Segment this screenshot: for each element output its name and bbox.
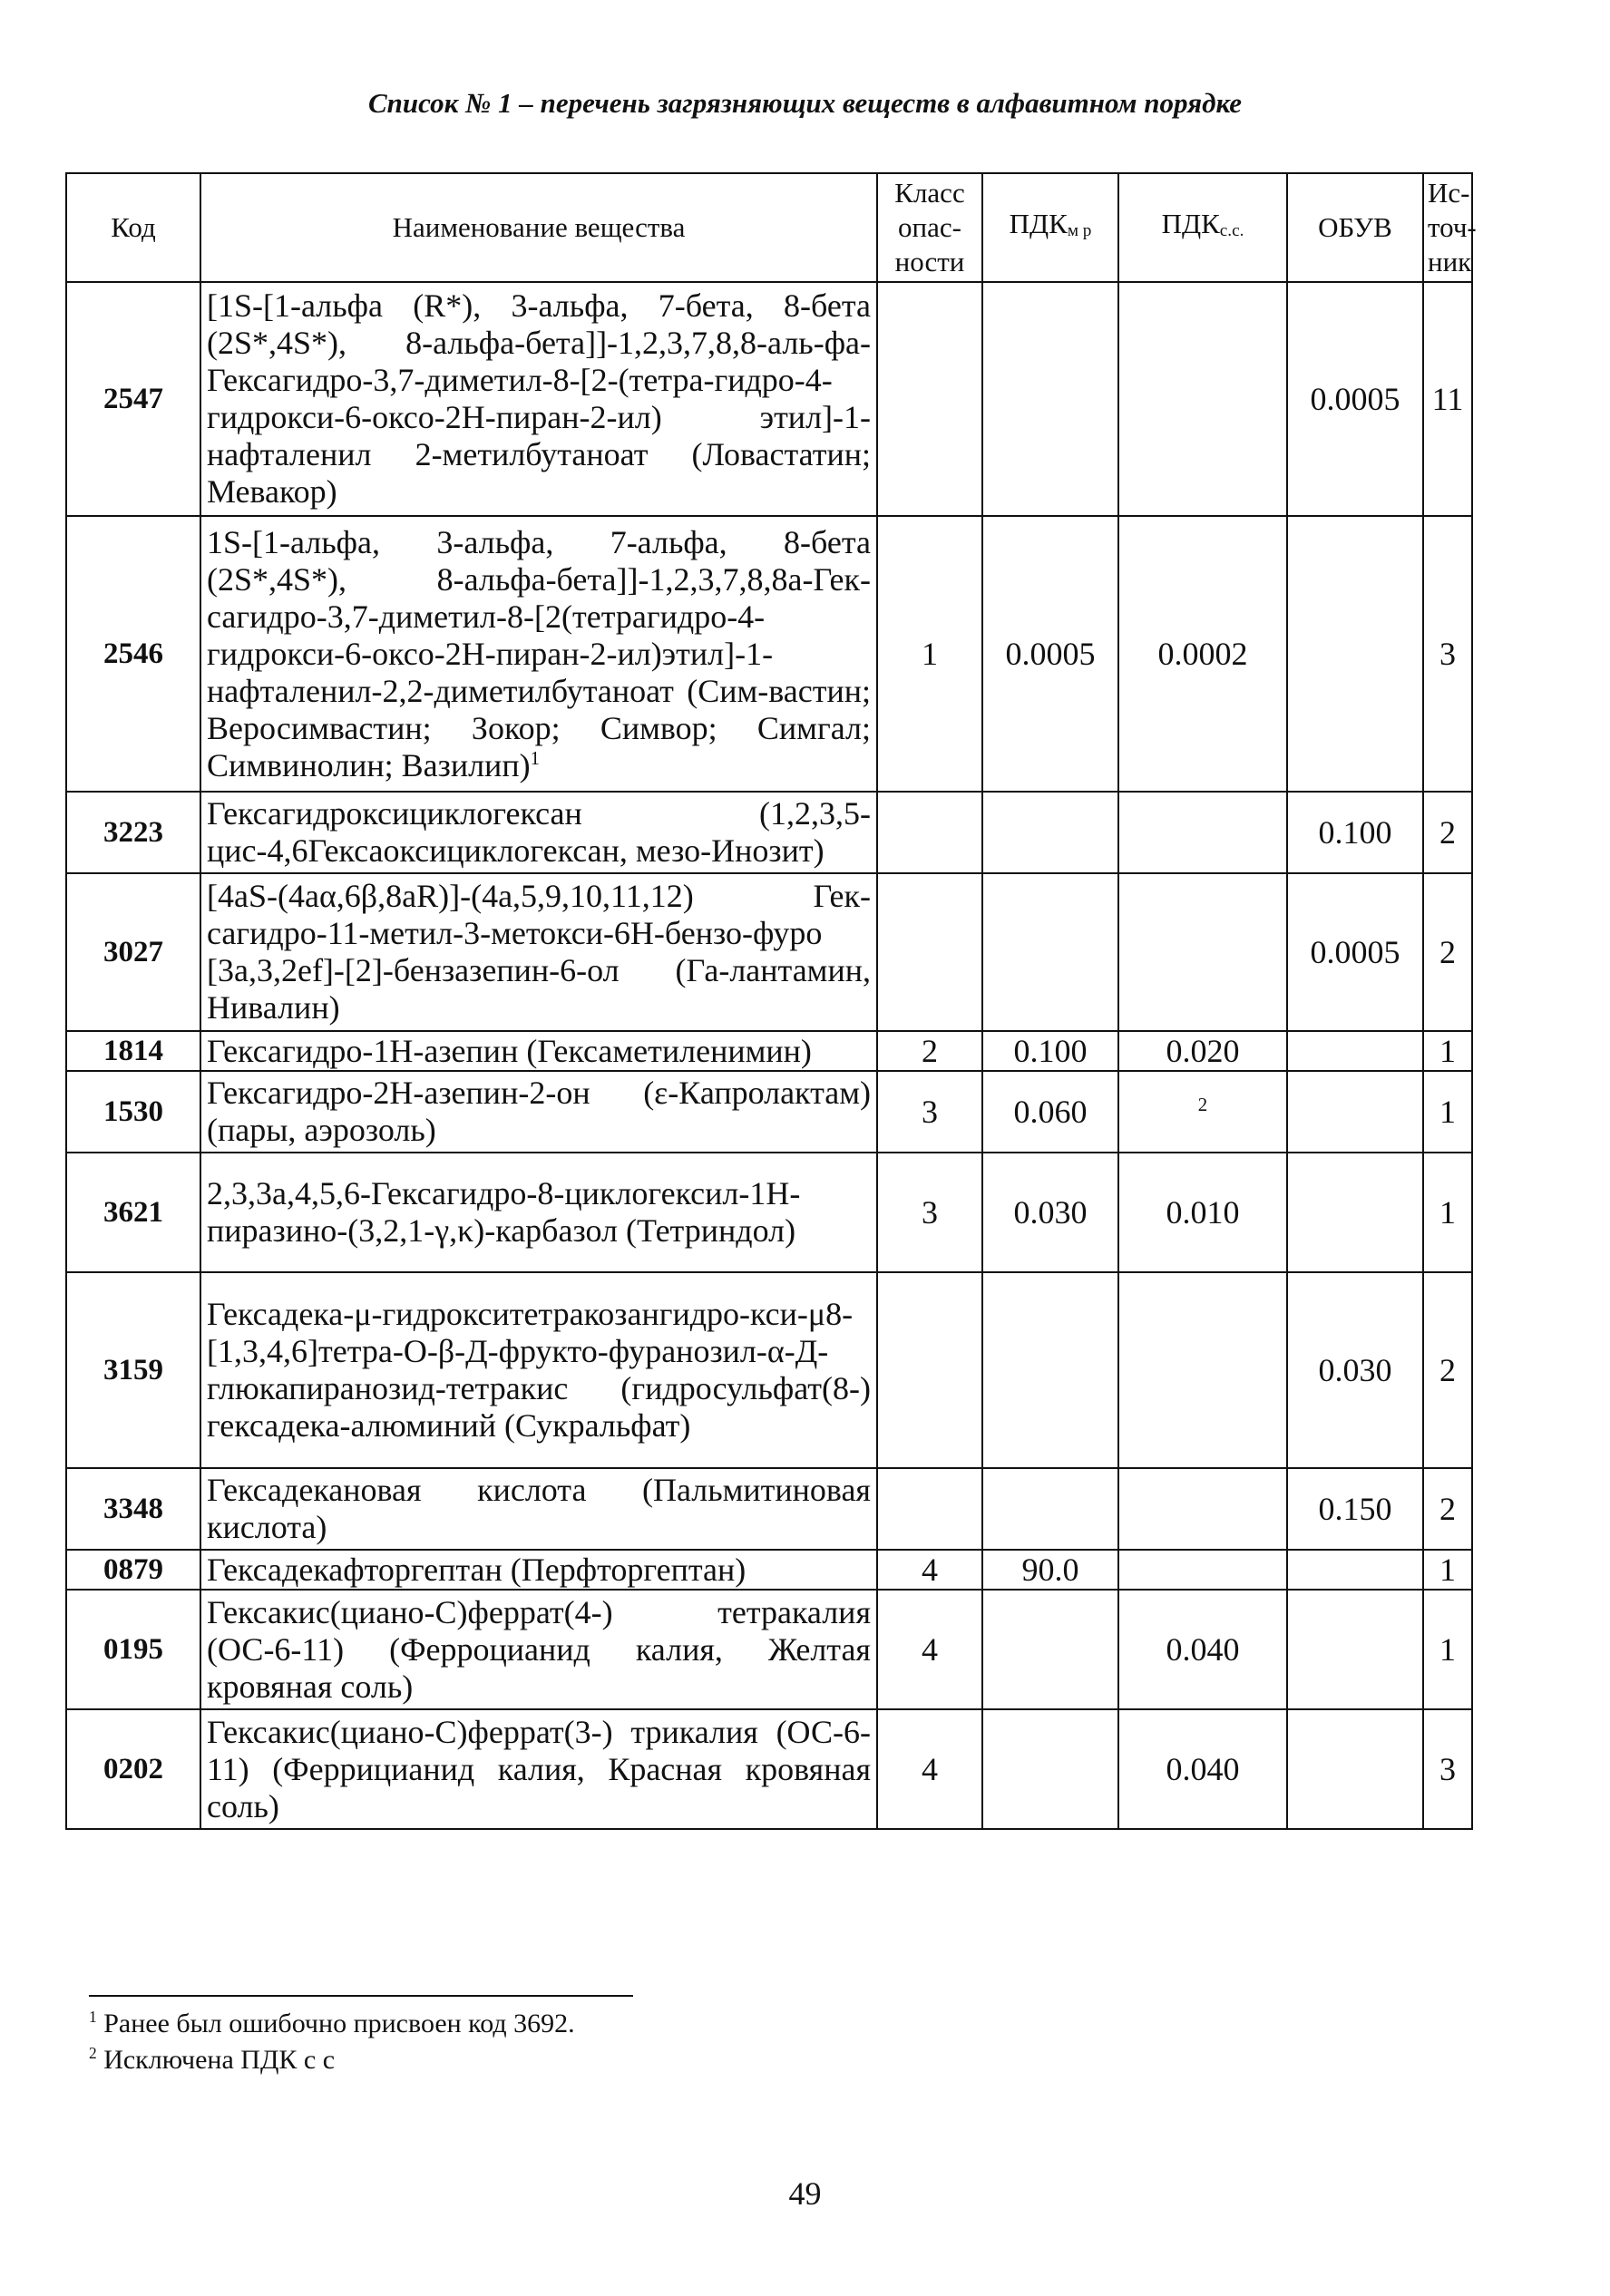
pdk-mr-value: 0.060: [982, 1071, 1118, 1153]
footnote-item: [89, 2006, 575, 2042]
hazard-class: 3: [877, 1153, 982, 1272]
substance-code: 2546: [66, 516, 200, 792]
source-value: 1: [1423, 1071, 1472, 1153]
hazard-class: 4: [877, 1590, 982, 1709]
col-header-name: Наименование вещества: [200, 173, 877, 282]
source-value: 1: [1423, 1550, 1472, 1590]
source-value: 2: [1423, 873, 1472, 1031]
table-row: [66, 1272, 1472, 1468]
footnotes: [89, 2006, 575, 2078]
pdk-ss-value: [1118, 792, 1287, 873]
obuv-value: 0.100: [1287, 792, 1423, 873]
pdk-ss-value: [1118, 873, 1287, 1031]
obuv-value: [1287, 1153, 1423, 1272]
pdk-ss-value: [1118, 1550, 1287, 1590]
substance-code: 3348: [66, 1468, 200, 1550]
table-row: [66, 1468, 1472, 1550]
substance-name: Гексакис(циано-С)феррат(3-) трикалия (ОС-6-11) (Феррицианид калия, Красная кровяная соль): [200, 1709, 877, 1829]
source-value: 2: [1423, 1272, 1472, 1468]
pdk-mr-value: [982, 873, 1118, 1031]
substance-code: 0879: [66, 1550, 200, 1590]
pdk-mr-value: [982, 1709, 1118, 1829]
substance-name: Гексадека-μ-гидрокситетракозангидро-кси-μ8-[1,3,4,6]тетра-О-β-Д-фрукто-фуранозил-α-Д-глюкапиранозид-тетракис (гидросульфат(8-) гексадека-алюминий (Сукральфат): [200, 1272, 877, 1468]
hazard-class: [877, 873, 982, 1031]
col-header-code: Код: [66, 173, 200, 282]
page-title: Список № 1 – перечень загрязняющих веществ в алфавитном порядке: [367, 87, 1243, 119]
pdk-ss-value: [1118, 1071, 1287, 1153]
hazard-class: [877, 1468, 982, 1550]
footnote-text: Исключена ПДК с с: [103, 2045, 336, 2075]
pdk-mr-value: 0.030: [982, 1153, 1118, 1272]
substance-code: 3027: [66, 873, 200, 1031]
footnote-mark: 1: [89, 2008, 97, 2026]
source-value: 3: [1423, 1709, 1472, 1829]
table-row: [66, 282, 1472, 516]
substance-name: Гексагидро-1Н-азепин (Гексаметиленимин): [200, 1031, 877, 1071]
obuv-value: [1287, 1590, 1423, 1709]
substance-name: [1S-[1-альфа (R*), 3-альфа, 7-бета, 8-бета (2S*,4S*), 8-альфа-бета]]-1,2,3,7,8,8-аль-фа-Гексагидро-3,7-диметил-8-[2-(тетра-гидро-4-гидрокси-6-оксо-2Н-пиран-2-ил) этил]-1-нафталенил 2-метилбутаноат (Ловастатин; Мевакор): [200, 282, 877, 516]
page-number: 49: [788, 2175, 822, 2212]
substance-name: Гексадекафторгептан (Перфторгептан): [200, 1550, 877, 1590]
obuv-value: [1287, 516, 1423, 792]
substance-name: [4aS-(4aα,6β,8aR)]-(4a,5,9,10,11,12) Гек-сагидро-11-метил-3-метокси-6Н-бензо-фуро [3a,3,2ef]-[2]-бензазепин-6-ол (Га-лантамин, Нивалин): [200, 873, 877, 1031]
footnote-mark: 2: [89, 2044, 97, 2062]
pdk-ss-value: 0.0002: [1118, 516, 1287, 792]
col-header-source: Ис-точ-ник: [1423, 173, 1472, 282]
obuv-value: [1287, 1550, 1423, 1590]
table-row: [66, 516, 1472, 792]
obuv-value: [1287, 1031, 1423, 1071]
table-row: [66, 1590, 1472, 1709]
source-value: 1: [1423, 1153, 1472, 1272]
pdk-mr-value: [982, 1590, 1118, 1709]
hazard-class: 4: [877, 1550, 982, 1590]
hazard-class: 3: [877, 1071, 982, 1153]
obuv-value: 0.030: [1287, 1272, 1423, 1468]
obuv-value: [1287, 1071, 1423, 1153]
col-header-pdk-mr: ПДКм р: [982, 173, 1118, 282]
obuv-value: 0.0005: [1287, 873, 1423, 1031]
hazard-class: 1: [877, 516, 982, 792]
table-row: [66, 873, 1472, 1031]
substance-code: 2547: [66, 282, 200, 516]
hazard-class: 2: [877, 1031, 982, 1071]
pdk-ss-value: 0.010: [1118, 1153, 1287, 1272]
substance-name: Гексакис(циано-С)феррат(4-) тетракалия (ОС-6-11) (Ферроцианид калия, Желтая кровяная соль): [200, 1590, 877, 1709]
table-row: [66, 1550, 1472, 1590]
substance-name: Гексагидро-2Н-азепин-2-он (ε-Капролактам) (пары, аэрозоль): [200, 1071, 877, 1153]
footnote-divider: [89, 1995, 633, 1997]
substance-code: 0202: [66, 1709, 200, 1829]
substance-name: 2,3,3a,4,5,6-Гексагидро-8-циклогексил-1Н-пиразино-(3,2,1-γ,κ)-карбазол (Тетриндол): [200, 1153, 877, 1272]
pdk-ss-value: 0.040: [1118, 1709, 1287, 1829]
source-value: 2: [1423, 1468, 1472, 1550]
table-row: [66, 1071, 1472, 1153]
substance-name: 1S-[1-альфа, 3-альфа, 7-альфа, 8-бета (2S*,4S*), 8-альфа-бета]]-1,2,3,7,8,8а-Гек-сагидро-3,7-диметил-8-[2(тетрагидро-4-гидрокси-6-оксо-2Н-пиран-2-ил)этил]-1-нафталенил-2,2-диметилбутаноат (Сим-вастин; Веросимвастин; Зокор; Симвор; Симгал; Симвинолин; Вазилип)$^1$: [200, 516, 877, 792]
pdk-mr-value: [982, 792, 1118, 873]
substance-code: 3159: [66, 1272, 200, 1468]
footnote-ref: 1: [530, 746, 541, 769]
footnote-ref: 2: [1197, 1093, 1208, 1115]
obuv-value: 0.150: [1287, 1468, 1423, 1550]
pdk-ss-value: [1118, 1272, 1287, 1468]
obuv-value: 0.0005: [1287, 282, 1423, 516]
col-header-obuv: ОБУВ: [1287, 173, 1423, 282]
pdk-mr-value: 0.0005: [982, 516, 1118, 792]
source-value: 3: [1423, 516, 1472, 792]
table-header-row: [66, 173, 1472, 282]
table-row: [66, 792, 1472, 873]
substance-code: 1530: [66, 1071, 200, 1153]
hazard-class: 4: [877, 1709, 982, 1829]
hazard-class: [877, 1272, 982, 1468]
pdk-mr-value: [982, 282, 1118, 516]
table-row: [66, 1153, 1472, 1272]
pdk-ss-value: 0.040: [1118, 1590, 1287, 1709]
footnote-item: [89, 2042, 575, 2078]
substance-code: 3223: [66, 792, 200, 873]
pdk-mr-value: [982, 1272, 1118, 1468]
substance-name: Гексагидроксициклогексан (1,2,3,5-цис-4,6Гексаоксициклогексан, мезо-Инозит): [200, 792, 877, 873]
substance-code: 3621: [66, 1153, 200, 1272]
substance-code: 0195: [66, 1590, 200, 1709]
hazard-class: [877, 792, 982, 873]
source-value: 1: [1423, 1590, 1472, 1709]
obuv-value: [1287, 1709, 1423, 1829]
hazard-class: [877, 282, 982, 516]
col-header-hazard: Класс опас-ности: [877, 173, 982, 282]
pdk-ss-value: 0.020: [1118, 1031, 1287, 1071]
source-value: 2: [1423, 792, 1472, 873]
pdk-ss-value: [1118, 1468, 1287, 1550]
footnote-text: Ранее был ошибочно присвоен код 3692.: [103, 2009, 575, 2038]
table-row: [66, 1031, 1472, 1071]
table-row: [66, 1709, 1472, 1829]
pdk-ss-value: [1118, 282, 1287, 516]
substance-code: 1814: [66, 1031, 200, 1071]
substances-table: [65, 172, 1477, 1830]
substance-name: Гексадекановая кислота (Пальмитиновая кислота): [200, 1468, 877, 1550]
pdk-mr-value: [982, 1468, 1118, 1550]
col-header-pdk-ss: ПДКс.с.: [1118, 173, 1287, 282]
pdk-mr-value: 0.100: [982, 1031, 1118, 1071]
pdk-mr-value: 90.0: [982, 1550, 1118, 1590]
source-value: 1: [1423, 1031, 1472, 1071]
source-value: 11: [1423, 282, 1472, 516]
